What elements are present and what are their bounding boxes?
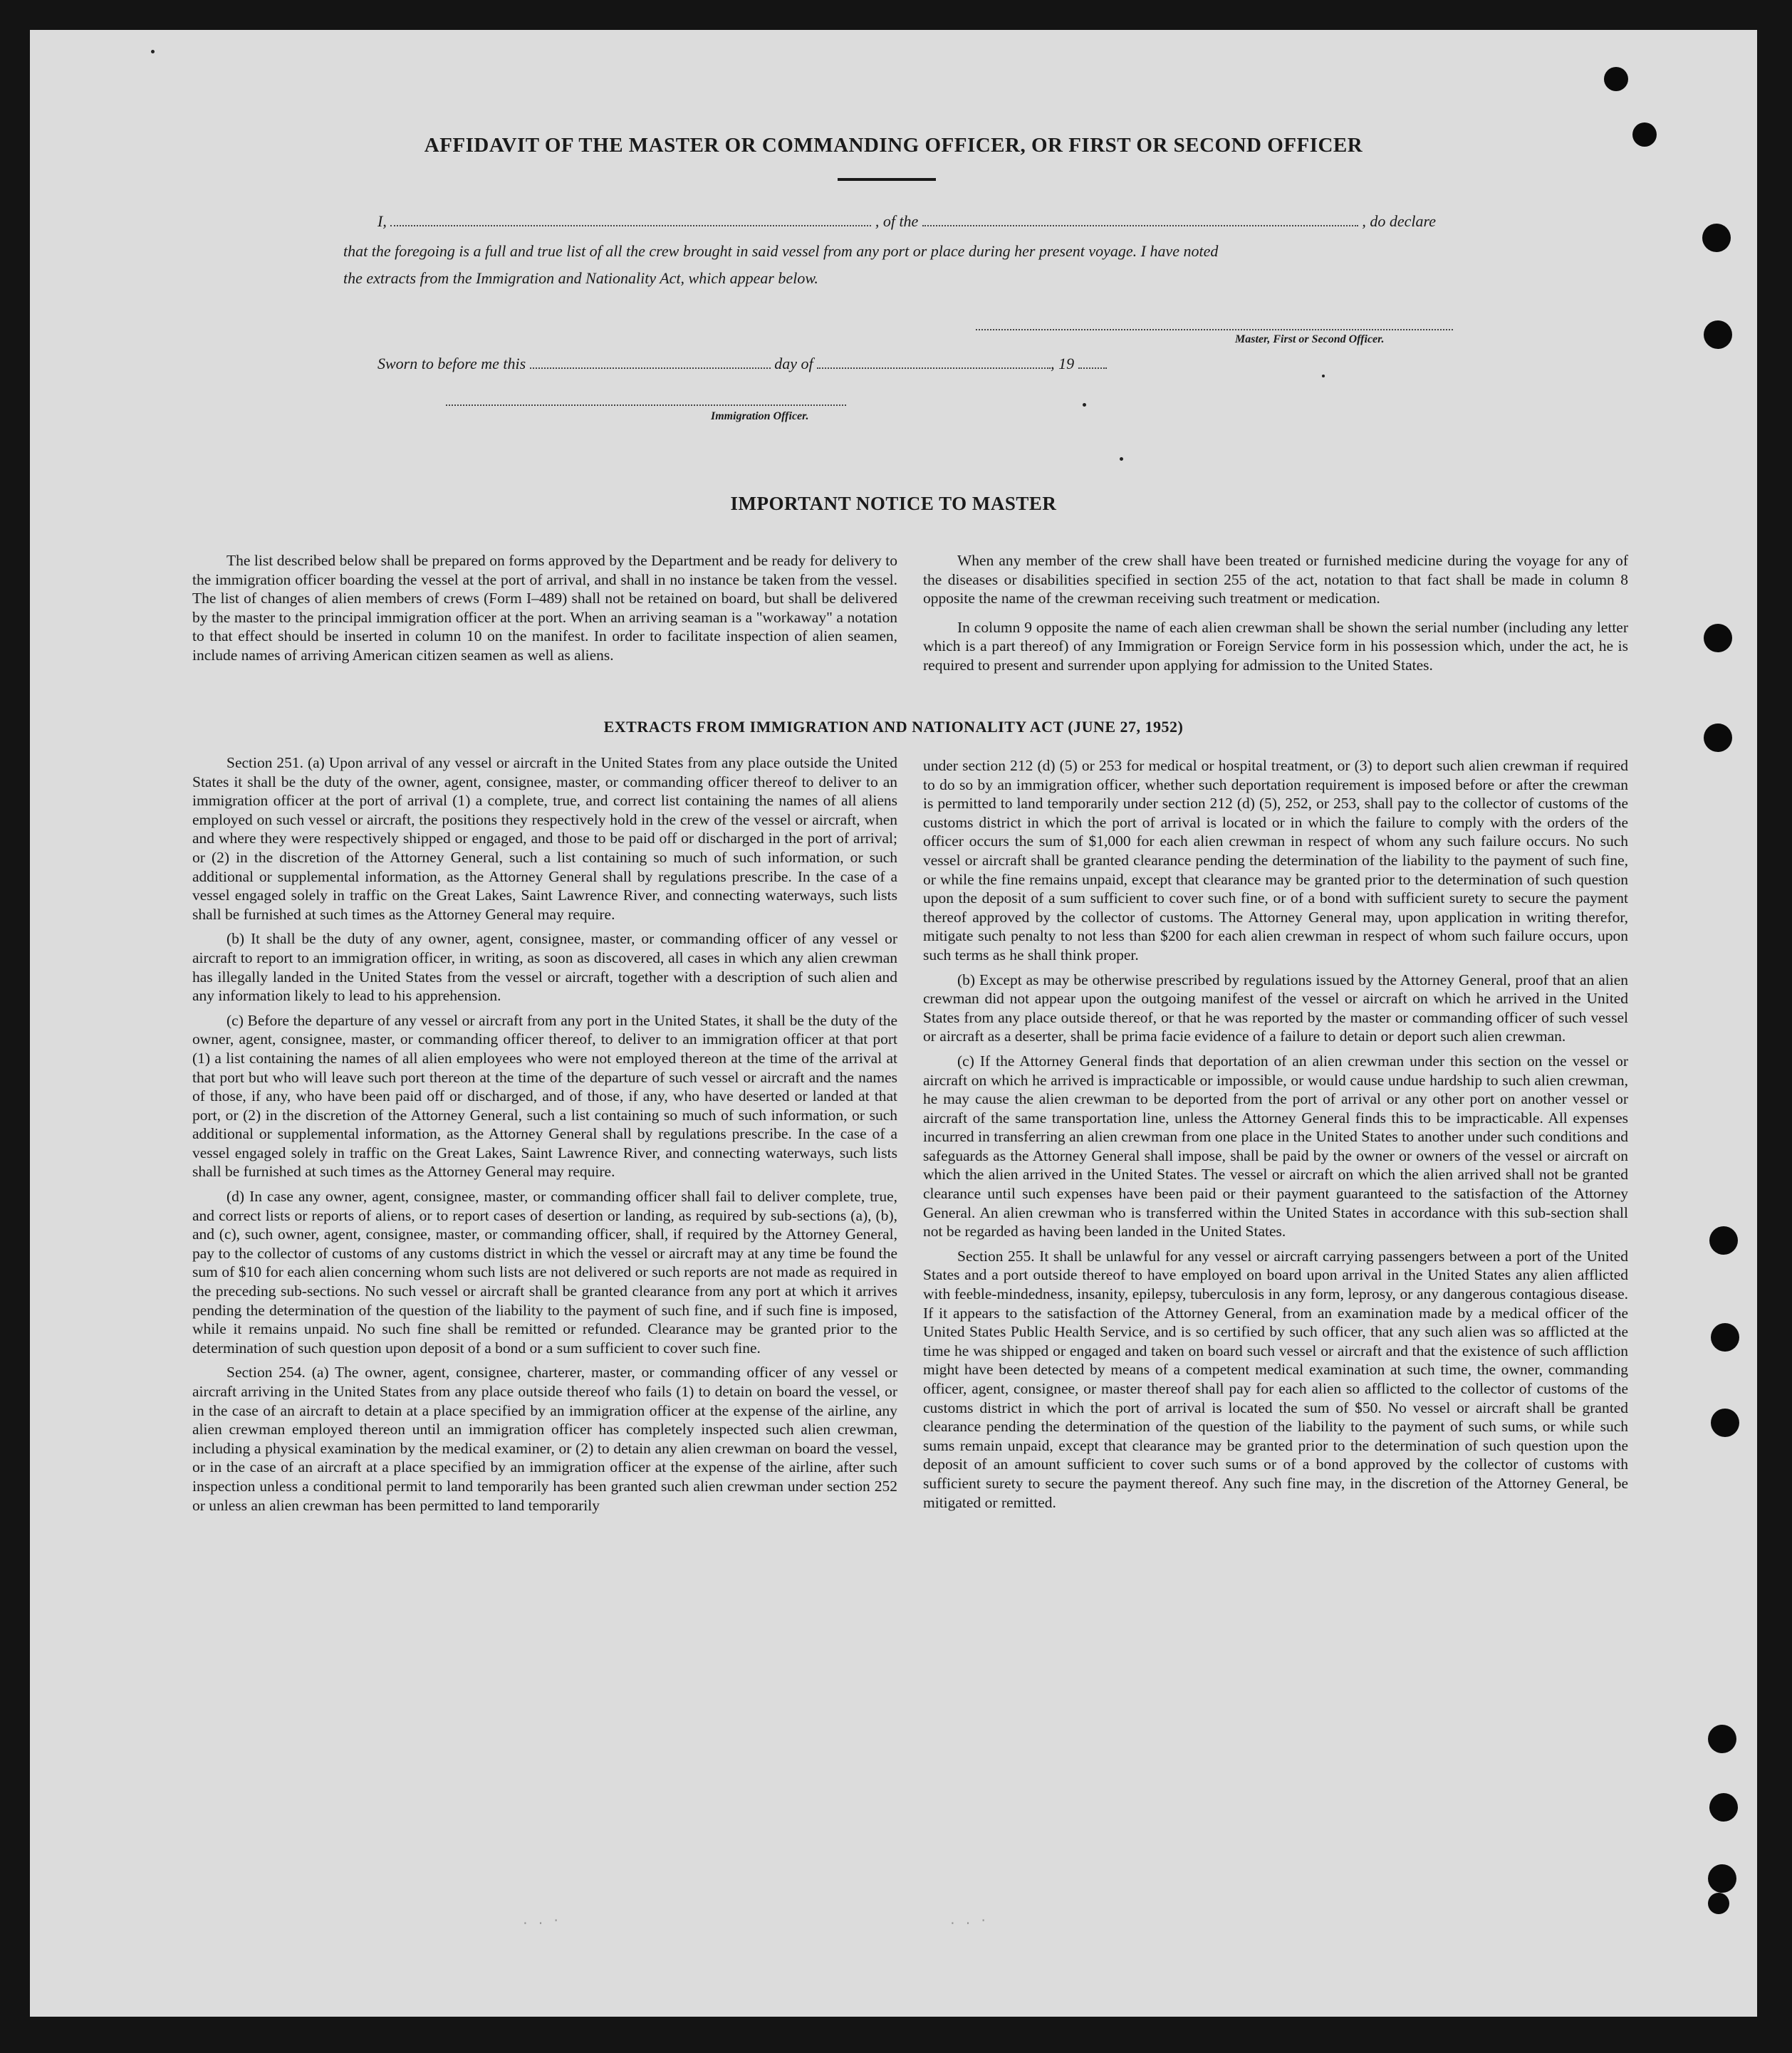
sworn-year-field[interactable]	[1078, 355, 1107, 369]
notice-right-paragraph-1: When any member of the crew shall have been treated or furnished medicine during the voyage for any of the diseases or disabilities specified in section 255 of the act, notation to that fact shall be made in column 8 opposite the name of the crewman receiving such treatment or medication.	[923, 552, 1628, 607]
declare-suffix: , do declare	[1362, 212, 1436, 230]
speck	[1322, 375, 1325, 377]
statement-line-1: that the foregoing is a full and true list of all the crew brought in said vessel from any port or place during her present voyage. I have noted	[343, 242, 1219, 260]
punch-hole	[1711, 1323, 1739, 1352]
sworn-prefix: Sworn to before me this	[377, 355, 526, 372]
section-255: Section 255. It shall be unlawful for any vessel or aircraft carrying passengers between a port of the United States and a port outside thereof to have employed on board upon arrival in the United States any alien afflicted with feeble-mindedness, insanity, epilepsy, tuberculosis in any form, leprosy, or any dangerous contagious disease. If it appears to the satisfaction of the Attorney General, from an examination made by a medical officer of the United States Public Health Service, and is so certified by such officer, that any such alien was so afflicted at the time he was shipped or engaged and taken on board such vessel or aircraft and that the existence of such affliction might have been detected by means of a competent medical examination at such time, the owner, commanding officer, agent, consignee, or master thereof shall pay for each alien so afflicted to the collector of customs of the customs district in which the port of arrival is located the sum of $50. No vessel or aircraft shall be granted clearance pending the determination of the question of the liability to the payment of such sums, or while such sums remain unpaid, except that clearance may be granted prior to the determination of such question upon the deposit of an amount sufficient to cover such sums or of a bond approved by the collector of customs with sufficient surety to secure the payment thereof. Any such fine may, in the discretion of the Attorney General, be mitigated or remitted.	[923, 1247, 1628, 1511]
section-254-a-continued: under section 212 (d) (5) or 253 for medical or hospital treatment, or (3) to deport such alien crewman if required to do so by an immigration officer, whether such deportation requirement is imposed before or after the crewman is permitted to land temporarily under section 212 (d) (5), 252, or 253, shall pay to the collector of customs of the customs district in which the port of arrival is located or in which the failure to comply with the orders of the officer occurs the sum of $1,000 for each alien crewman in respect of whom any such failure occurs. No such vessel or aircraft shall be granted clearance pending the determination of the liability to the payment of such fine, or while the fine remains unpaid, except that clearance may be granted prior to the determination of such question upon the deposit of a sum sufficient to cover such fine, or of a bond with sufficient surety to secure the payment thereof approved by the collector of customs. The Attorney General may, upon application in writing therefor, mitigate such penalty to not less than $200 for each alien crewman in respect of whom such failure occurs, upon such terms as he shall think proper.	[923, 757, 1628, 963]
section-251-b: (b) It shall be the duty of any owner, agent, consignee, master, or commanding officer of any vessel or aircraft to report to an immigration officer, in writing, as soon as discovered, all cases in which any alien crewman has illegally landed in the United States from the vessel or aircraft, together with a description of such alien and any information likely to lead to his apprehension.	[192, 930, 897, 1005]
notice-left-column	[192, 551, 897, 665]
notice-right-column	[923, 551, 1628, 675]
name-field[interactable]	[390, 212, 871, 226]
punch-hole	[1709, 1793, 1738, 1822]
speck	[1083, 403, 1086, 407]
title-rule	[838, 178, 936, 181]
vessel-field[interactable]	[922, 212, 1358, 226]
speck	[151, 50, 155, 53]
extracts-title: EXTRACTS FROM IMMIGRATION AND NATIONALITY ACT (JUNE 27, 1952)	[603, 718, 1184, 736]
master-signature-label: Master, First or Second Officer.	[1235, 333, 1385, 345]
officer-signature-label: Immigration Officer.	[711, 410, 809, 422]
punch-hole	[1708, 1864, 1736, 1893]
section-254-b: (b) Except as may be otherwise prescribed by regulations issued by the Attorney General, proof that an alien crewman did not appear upon the outgoing manifest of the vessel or aircraft on which he arrived in the United States from any place outside thereof, or that he was reported by the master or commanding officer of such vessel or aircraft as a deserter, shall be prima facie evidence of a failure to detain or deport such alien crewman.	[923, 971, 1628, 1045]
section-251-a: Section 251. (a) Upon arrival of any vessel or aircraft in the United States from any place outside the United States it shall be the duty of the owner, agent, consignee, master, or commanding officer thereof to deliver to an immigration officer at the port of arrival (1) a complete, true, and correct list containing the names of all aliens employed on such vessel or aircraft, the positions they respectively hold in the crew of the vessel or aircraft, when and where they were respectively shipped or engaged, and those to be paid off or discharged in the port of arrival; or (2) in the discretion of the Attorney General, such a list containing so much of such information, or such additional or supplemental information, as the Attorney General shall by regulations prescribe. In the case of a vessel engaged solely in traffic on the Great Lakes, Saint Lawrence River, and connecting waterways, such lists shall be furnished at such times as the Attorney General may require.	[192, 754, 897, 923]
section-251-d: (d) In case any owner, agent, consignee, master, or commanding officer shall fail to deliver complete, true, and correct lists or reports of aliens, or to report cases of desertion or landing, as required by sub-sections (a), (b), and (c), such owner, agent, consignee, master, or commanding officer, shall, if required by the Attorney General, pay to the collector of customs of any customs district in which the vessel or aircraft may at any time be found the sum of $10 for each alien concerning whom such lists are not delivered or such reports are not made as required in the preceding sub-sections. No such vessel or aircraft shall be granted clearance from any port at which it arrives pending the determination of the question of the liability to the payment of such fine, and if such fine is imposed, while it remains unpaid. No such fine shall be remitted or refunded. Clearance may be granted prior to the determination of such question upon deposit of a bond or a sum sufficient to cover such fine.	[192, 1188, 897, 1357]
extracts-right-column	[923, 756, 1628, 1512]
declare-prefix: I,	[377, 212, 387, 230]
master-signature-line[interactable]	[976, 328, 1453, 330]
sworn-line	[377, 355, 1107, 373]
officer-signature-line[interactable]	[446, 403, 846, 406]
section-254-a: Section 254. (a) The owner, agent, consignee, charterer, master, or commanding officer of any vessel or aircraft arriving in the United States from any place outside thereof who fails (1) to detain on board the vessel, or in the case of an aircraft to detain at a place specified by an immigration officer at the expense of the airline, any alien crewman employed thereon until an immigration officer has completely inspected such alien crewman, including a physical examination by the medical examiner, or (2) to detain any alien crewman on board the vessel, or in the case of an aircraft at a place specified by an immigration officer at the expense of the airline, after such inspection unless a conditional permit to land temporarily has been granted such alien crewman under section 252 or unless an alien crewman has been permitted to land temporarily	[192, 1364, 897, 1514]
notice-left-paragraph: The list described below shall be prepared on forms approved by the Department and be ready for delivery to the immigration officer boarding the vessel at the port of arrival, and shall in no instance be taken from the vessel. The list of changes of alien members of crews (Form I–489) shall not be retained on board, but shall be delivered by the master to the principal immigration officer at the port. When an arriving seaman is a "workaway" a notation to that effect should be inserted in column 10 on the manifest. In order to facilitate inspection of alien seamen, include names of arriving American citizen seamen as well as aliens.	[192, 552, 897, 664]
document-page	[30, 30, 1757, 2017]
punch-hole	[1704, 624, 1732, 652]
punch-hole	[1702, 224, 1731, 252]
sworn-year-label: , 19	[1051, 355, 1075, 372]
notice-title: IMPORTANT NOTICE TO MASTER	[730, 493, 1057, 514]
statement-line-2: the extracts from the Immigration and Nationality Act, which appear below.	[343, 269, 818, 287]
speck	[1120, 457, 1123, 461]
punch-hole	[1708, 1725, 1736, 1753]
punch-hole	[1708, 1893, 1729, 1914]
bleed-through-mark: . . ·	[949, 1914, 988, 1928]
punch-hole	[1604, 67, 1628, 91]
extracts-left-column	[192, 753, 897, 1515]
sworn-day-field[interactable]	[530, 355, 771, 369]
declare-mid: , of the	[875, 212, 919, 230]
sworn-day-label: day of	[774, 355, 813, 372]
section-254-c: (c) If the Attorney General finds that deportation of an alien crewman under this section on the vessel or aircraft on which he arrived is impracticable or impossible, or would cause undue hardship to such alien crewman, he may cause the alien crewman to be deported from the port of arrival or any other port on another vessel or aircraft of the same transportation line, unless the Attorney General finds this to be impracticable. All expenses incurred in transferring an alien crewman from one place in the United States to another under such conditions and safeguards as the Attorney General shall impose, shall be paid by the owner or owners of the vessel or aircraft on which the alien arrived in the United States. The vessel or aircraft on which the alien arrived shall not be granted clearance until such expenses have been paid or their payment guaranteed to the satisfaction of the Attorney General. An alien crewman who is transferred within the United States in accordance with this sub-section shall not be regarded as having been landed in the United States.	[923, 1052, 1628, 1240]
punch-hole	[1704, 320, 1732, 349]
sworn-month-field[interactable]	[817, 355, 1051, 369]
declaration-line	[377, 212, 1436, 231]
notice-right-paragraph-2: In column 9 opposite the name of each alien crewman shall be shown the serial number (including any letter which is a part thereof) of any Immigration or Foreign Service form in his possession which, under the act, he is required to present and surrender upon applying for admission to the United States.	[923, 618, 1628, 674]
affidavit-title: AFFIDAVIT OF THE MASTER OR COMMANDING OFFICER, OR FIRST OR SECOND OFFICER	[424, 134, 1363, 157]
punch-hole	[1709, 1226, 1738, 1255]
bleed-through-mark: . . ·	[521, 1914, 561, 1928]
section-251-c: (c) Before the departure of any vessel or aircraft from any port in the United States, it shall be the duty of the owner, agent, consignee, master, or commanding officer thereof, to deliver to an immigration officer at that port (1) a list containing the names of all alien employees who were not employed thereon at the time of the arrival at that port but who will leave such port thereon at the time of the departure of such vessel or aircraft and the names of those, if any, who have been paid off or discharged, and of those, if any, who have deserted or landed at that port, or (2) in the discretion of the Attorney General, such a list containing so much of such information, or such additional or supplemental information, as the Attorney General shall by regulations prescribe. In the case of a vessel engaged solely in traffic on the Great Lakes, Saint Lawrence River, and connecting waterways, such lists shall be furnished at such times as the Attorney General may require.	[192, 1011, 897, 1181]
punch-hole	[1711, 1409, 1739, 1437]
